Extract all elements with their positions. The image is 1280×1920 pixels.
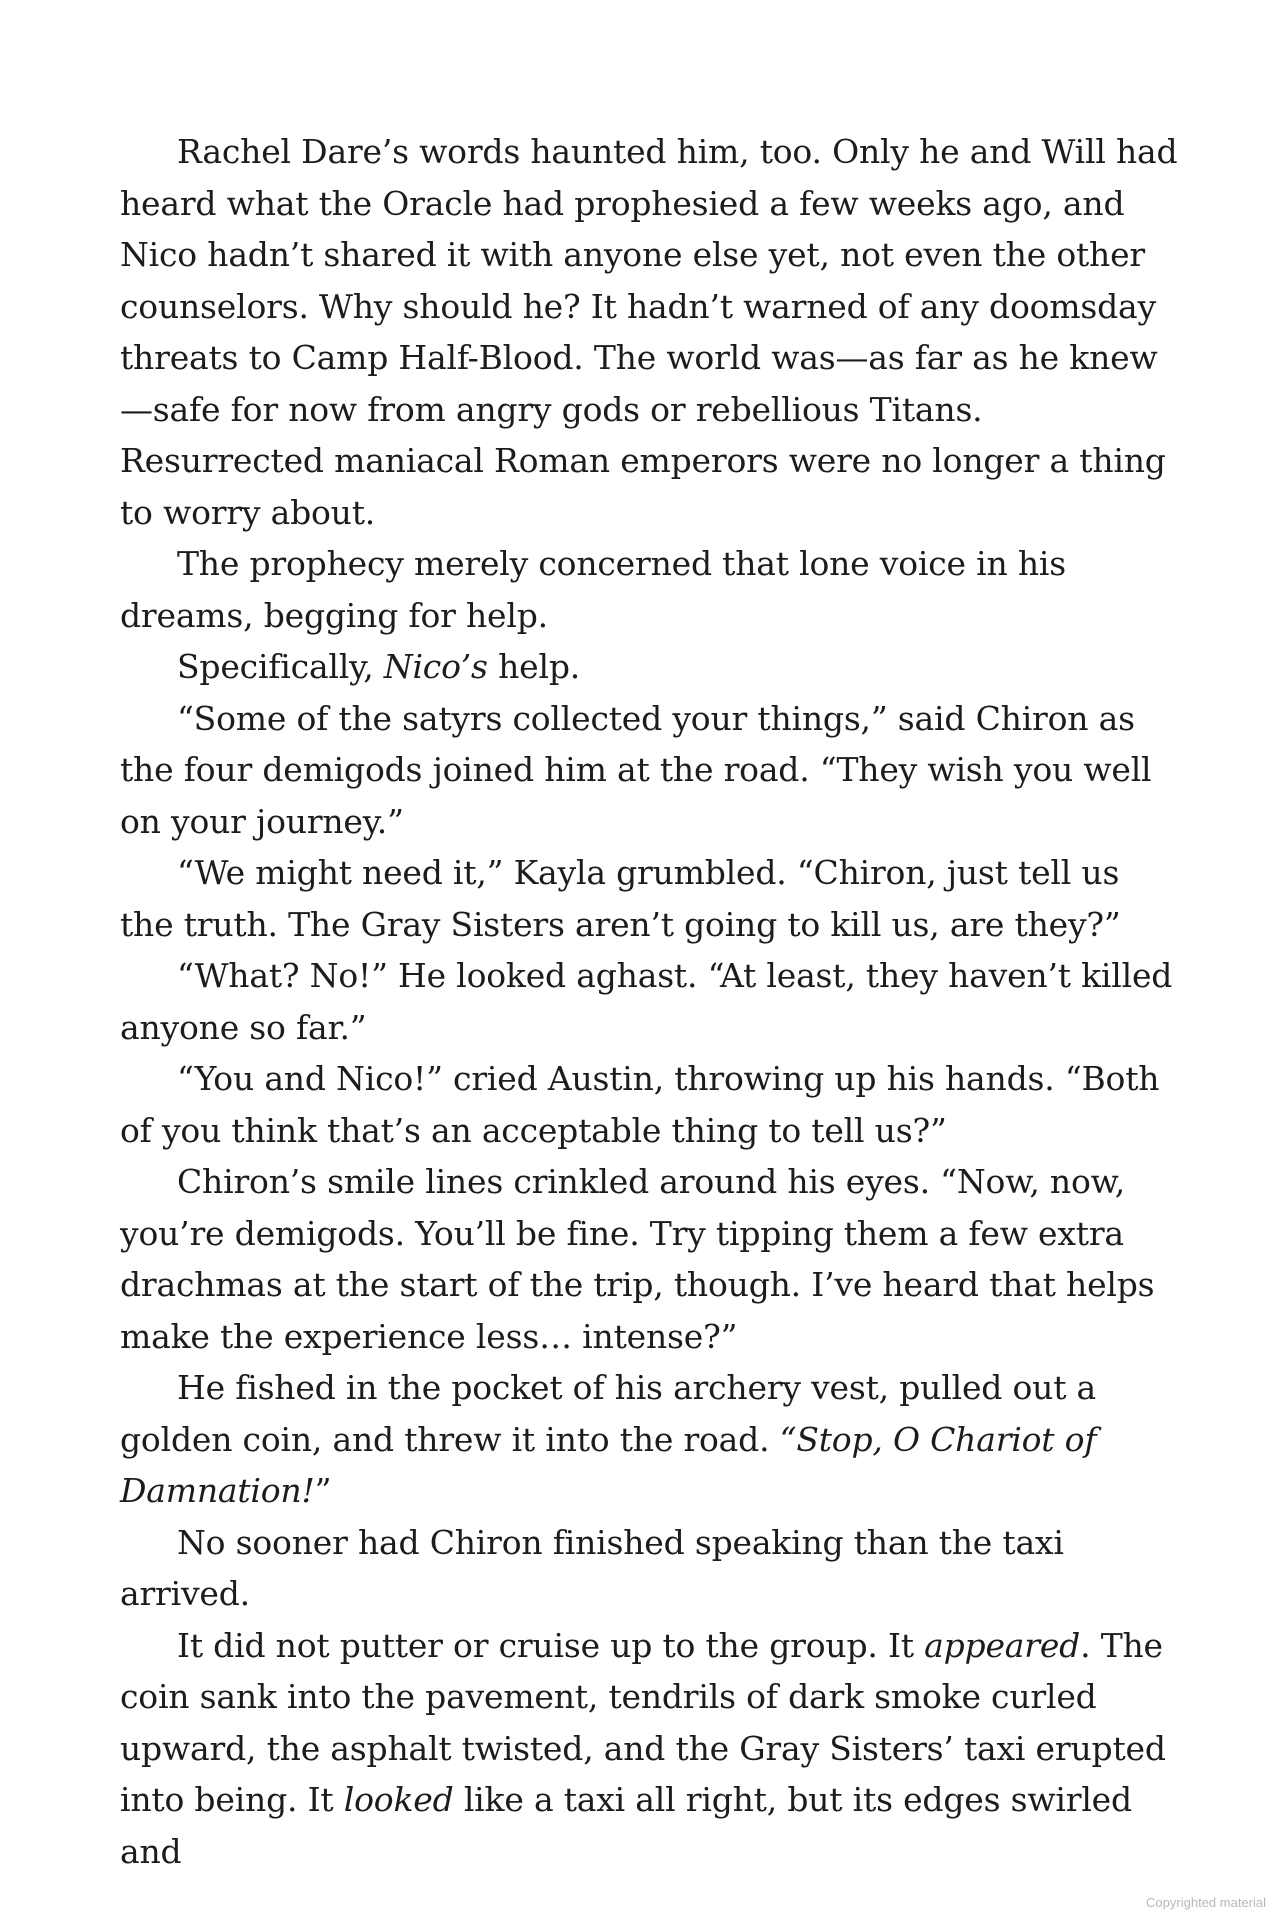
text-run: ” bbox=[314, 1471, 332, 1510]
text-run: “What? No!” He looked aghast. “At least, they haven’t killed anyone so far.” bbox=[120, 956, 1173, 1047]
paragraph bbox=[120, 1053, 1182, 1156]
text-run: The prophecy merely concerned that lone voice in his dreams, begging for help. bbox=[120, 544, 1067, 635]
paragraph bbox=[120, 693, 1182, 848]
text-run: Chiron’s smile lines crinkled around his eyes. “Now, now, you’re demigods. You’ll be fine. Try tipping them a few extra drachmas at the start of the trip, though. I’ve heard that helps make the experience less… intense?” bbox=[120, 1162, 1155, 1356]
text-run: Specifically, bbox=[177, 647, 384, 686]
text-run: . The coin sank into the pavement, tendrils of dark smoke curled upward, the asphalt twisted, and the Gray Sisters’ taxi erupted into being. It bbox=[120, 1625, 1166, 1819]
text-run: like a taxi all right, but its edges swirled and bbox=[120, 1780, 1132, 1871]
paragraph bbox=[120, 126, 1182, 538]
paragraph bbox=[120, 847, 1182, 950]
text-run: “We might need it,” Kayla grumbled. “Chiron, just tell us the truth. The Gray Sisters aren’t going to kill us, are they?” bbox=[120, 853, 1121, 944]
text-run: help. bbox=[487, 647, 581, 686]
text-run: “Some of the satyrs collected your things,” said Chiron as the four demigods joined him at the road. “They wish you well on your journey.” bbox=[120, 698, 1152, 841]
text-run: He fished in the pocket of his archery vest, pulled out a golden coin, and threw it into the road. bbox=[120, 1368, 1097, 1459]
text-run: Rachel Dare’s words haunted him, too. Only he and Will had heard what the Oracle had prophesied a few weeks ago, and Nico hadn’t shared it with anyone else yet, not even the other counselors. Why should he? It hadn’t warned of any doomsday threats to Camp Half-Blood. The world was—as far as he knew—safe for now from angry gods or rebellious Titans. Resurrected maniacal Roman emperors were no longer a thing to worry about. bbox=[120, 132, 1178, 532]
paragraph bbox=[120, 641, 1182, 693]
paragraph bbox=[120, 1156, 1182, 1362]
italic-text: Nico’s bbox=[383, 647, 488, 686]
book-page bbox=[120, 126, 1182, 1877]
paragraph bbox=[120, 538, 1182, 641]
text-run: No sooner had Chiron finished speaking than the taxi arrived. bbox=[120, 1522, 1064, 1613]
paragraph bbox=[120, 1362, 1182, 1517]
paragraph bbox=[120, 950, 1182, 1053]
copyright-notice: Copyrighted material bbox=[1146, 1895, 1266, 1910]
italic-text: “Stop, O Chariot of Damnation! bbox=[120, 1419, 1097, 1510]
paragraph bbox=[120, 1620, 1182, 1878]
text-run: “You and Nico!” cried Austin, throwing up his hands. “Both of you think that’s an acceptable thing to tell us?” bbox=[120, 1059, 1160, 1150]
italic-text: appeared bbox=[924, 1625, 1081, 1665]
text-body bbox=[120, 126, 1182, 1877]
paragraph bbox=[120, 1517, 1182, 1620]
text-run: It did not putter or cruise up to the group. It bbox=[177, 1625, 925, 1665]
italic-text: looked bbox=[343, 1780, 454, 1819]
